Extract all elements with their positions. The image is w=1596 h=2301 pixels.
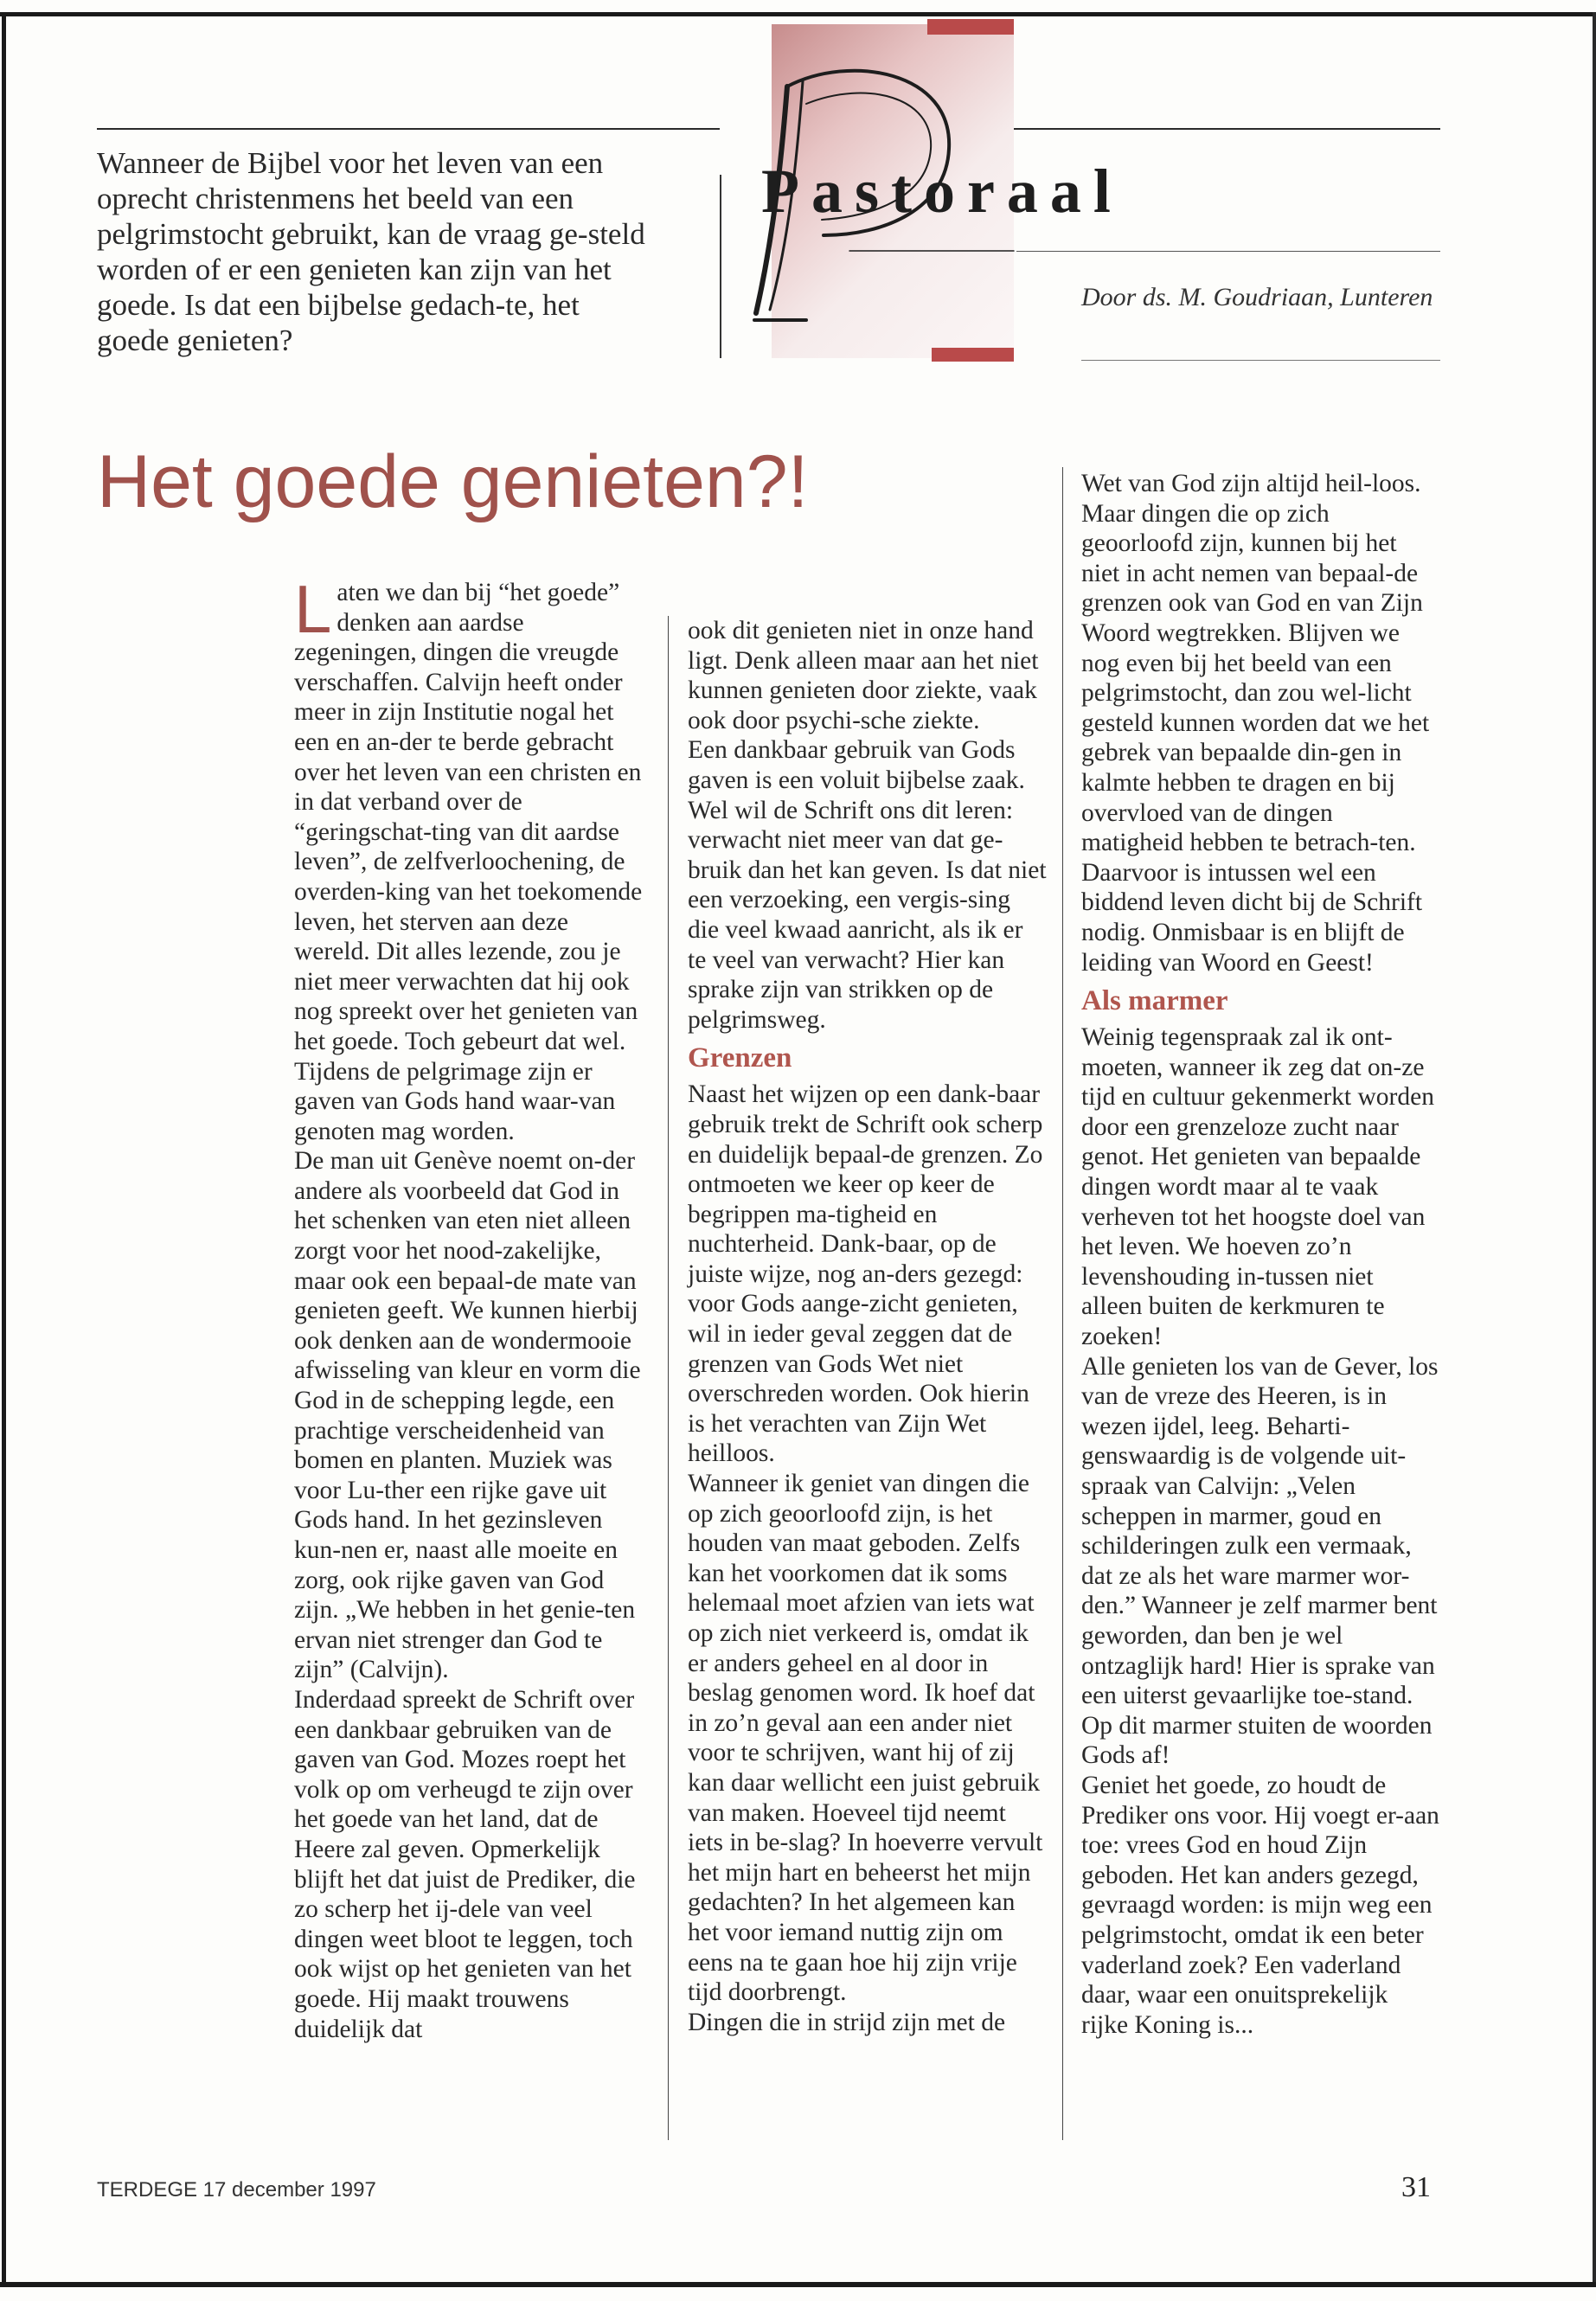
scan-border-top — [0, 12, 1596, 16]
article-column-2 — [688, 616, 1047, 2037]
top-rule-left — [97, 128, 720, 130]
intro-paragraph: Wanneer de Bijbel voor het leven van een oprecht christenmens het beeld van een pelgrimstocht gebruikt, kan de vraag ge-steld worden of er een genieten kan zijn van het goede. Is dat een bijbelse gedach-te, het goede genieten? — [97, 146, 645, 357]
paragraph: Inderdaad spreekt de Schrift over een dankbaar gebruiken van de gaven van God. Mozes roept het volk op om verheugd te zijn over het goede van het land, dat de Heere zal geven. Opmerkelijk blijft het dat juist de Prediker, die zo scherp het ij-dele van veel dingen weet bloot te leggen, toch ook wijst op het genieten van het goede. Hij maakt trouwens duidelijk dat — [294, 1685, 636, 2043]
section-title-rule — [1016, 251, 1440, 252]
paragraph-text: aten we dan bij “het goede” denken aan aardse zegeningen, dingen die vreugde verschaffen. Calvijn heeft onder meer in zijn Institutie nogal het een en an-der te berde gebracht over het leven van een christen en in dat verband over de “geringschat-ting van dit aardse leven”, de zelfverloochening, de overden-king van het toekomende leven, het sterven aan deze wereld. Dit alles lezende, zou je niet meer verwachten dat hij ook nog spreekt over het genieten van het goede. Toch gebeurt dat wel. Tijdens de pelgrimage zijn er gaven van Gods hand waar-van genoten mag worden. — [294, 579, 643, 1145]
subheading-grenzen: Grenzen — [688, 1042, 792, 1074]
paragraph: ook dit genieten niet in onze hand ligt. Denk alleen maar aan het niet kunnen genieten door ziekte, vaak ook door psychi-sche ziekte. — [688, 617, 1039, 734]
paragraph: Weinig tegenspraak zal ik ont-moeten, wanneer ik zeg dat on-ze tijd en cultuur gekenmerkt worden door een grenzeloze zucht naar genot. Het genieten van bepaalde dingen wordt maar al te vaak verheven tot het hoogste doel van het leven. We hoeven zo’n levenshouding in-tussen niet alleen buiten de kerkmuren te zoeken! — [1081, 1023, 1434, 1351]
column-divider-1 — [668, 616, 669, 2140]
section-title: Pastoraal — [761, 157, 1123, 226]
article-column-3 — [1081, 469, 1440, 2040]
article-headline: Het goede genieten?! — [97, 440, 809, 523]
drop-cap: L — [294, 571, 332, 647]
paragraph: Dingen die in strijd zijn met de — [688, 2008, 1006, 2036]
scan-border-left — [2, 12, 6, 2287]
scan-border-bottom — [0, 2282, 1596, 2287]
author-byline: Door ds. M. Goudriaan, Lunteren — [1081, 283, 1433, 311]
paragraph: Naast het wijzen op een dank-baar gebruik trekt de Schrift ook scherp en duidelijk bepaal-de grenzen. Zo ontmoeten we keer op keer de begrippen ma-tigheid en nuchterheid. Dank-baar, op de juiste wijze, nog an-ders gezegd: voor Gods aange-zicht genieten, wil in ieder geval zeggen dat de grenzen van Gods Wet niet overschreden worden. Ook hierin is het verachten van Zijn Wet heilloos. — [688, 1080, 1043, 1468]
byline-rule — [1081, 360, 1440, 361]
column-divider-2 — [1062, 467, 1063, 2140]
paragraph — [294, 571, 649, 1146]
publication-footer: TERDEGE 17 december 1997 — [97, 2178, 376, 2202]
subheading-als-marmer: Als marmer — [1081, 985, 1228, 1017]
paragraph: Geniet het goede, zo houdt de Prediker ons voor. Hij voegt er-aan toe: vrees God en houd Zijn geboden. Het kan anders gezegd, gevraagd worden: is mijn weg een pelgrimstocht, omdat ik een beter vaderland zoek? Een vaderland daar, waar een onuitsprekelijk rijke Koning is... — [1081, 1771, 1439, 2039]
scan-border-right — [1593, 12, 1596, 2287]
paragraph: Wanneer ik geniet van dingen die op zich geoorloofd zijn, is het houden van maat geboden. Zelfs kan het voorkomen dat ik soms helemaal moet afzien van iets wat op zich niet verkeerd is, omdat ik er anders geheel en al door in beslag genomen word. Ik hoef dat in zo’n geval aan een ander niet voor te schrijven, want hij of zij kan daar wellicht een juist gebruik van maken. Hoeveel tijd neemt iets in be-slag? In hoeverre vervult het mijn hart en beheerst het mijn gedachten? In het algemeen kan het voor iemand nuttig zijn om eens na te gaan hoe hij zijn vrije tijd doorbrengt. — [688, 1470, 1043, 2007]
paragraph: De man uit Genève noemt on-der andere als voorbeeld dat God in het schenken van eten niet alleen zorgt voor het nood-zakelijke, maar ook een bepaal-de mate van genieten geeft. We kunnen hierbij ook denken aan de wondermooie afwisseling van kleur en vorm die God in de schepping legde, een prachtige verscheidenheid van bomen en planten. Muziek was voor Lu-ther een rijke gave uit Gods hand. In het gezinsleven kun-nen er, naast alle moeite en zorg, ook rijke gaven van God zijn. „We hebben in het genie-ten ervan niet strenger dan God te zijn” (Calvijn). — [294, 1147, 641, 1684]
article-column-1 — [294, 571, 649, 2044]
paragraph: Een dankbaar gebruik van Gods gaven is een voluit bijbelse zaak. Wel wil de Schrift ons dit leren: verwacht niet meer van dat ge-bruik dan het kan geven. Is dat niet een verzoeking, een vergis-sing die veel kwaad aanricht, als ik er te veel van verwacht? Hier kan sprake zijn van strikken op de pelgrimsweg. — [688, 736, 1047, 1034]
paragraph: Wet van God zijn altijd heil-loos. Maar dingen die op zich geoorloofd zijn, kunnen bij het niet in acht nemen van bepaal-de grenzen ook van God en van Zijn Woord wegtrekken. Blijven we nog even bij het beeld van een pelgrimstocht, dan zou wel-licht gesteld kunnen worden dat we het gebrek van bepaalde din-gen in kalmte hebben te dragen en bij overvloed van de dingen matigheid hebben te betrach-ten. Daarvoor is intussen wel een biddend leven dicht bij de Schrift nodig. Onmisbaar is en blijft de leiding van Woord en Geest! — [1081, 470, 1430, 977]
page-number: 31 — [1401, 2171, 1431, 2203]
paragraph: Alle genieten los van de Gever, los van de vreze des Heeren, is in wezen ijdel, leeg. Beharti-genswaardig is de volgende uit-spraak van Calvijn: „Velen scheppen in marmer, goud en schilderingen zulk een vermaak, dat ze als het ware marmer wor-den.” Wanneer je zelf marmer bent geworden, dan ben je wel ontzaglijk hard! Hier is sprake van een uiterst gevaarlijke toe-stand. Op dit marmer stuiten de woorden Gods af! — [1081, 1352, 1439, 1770]
